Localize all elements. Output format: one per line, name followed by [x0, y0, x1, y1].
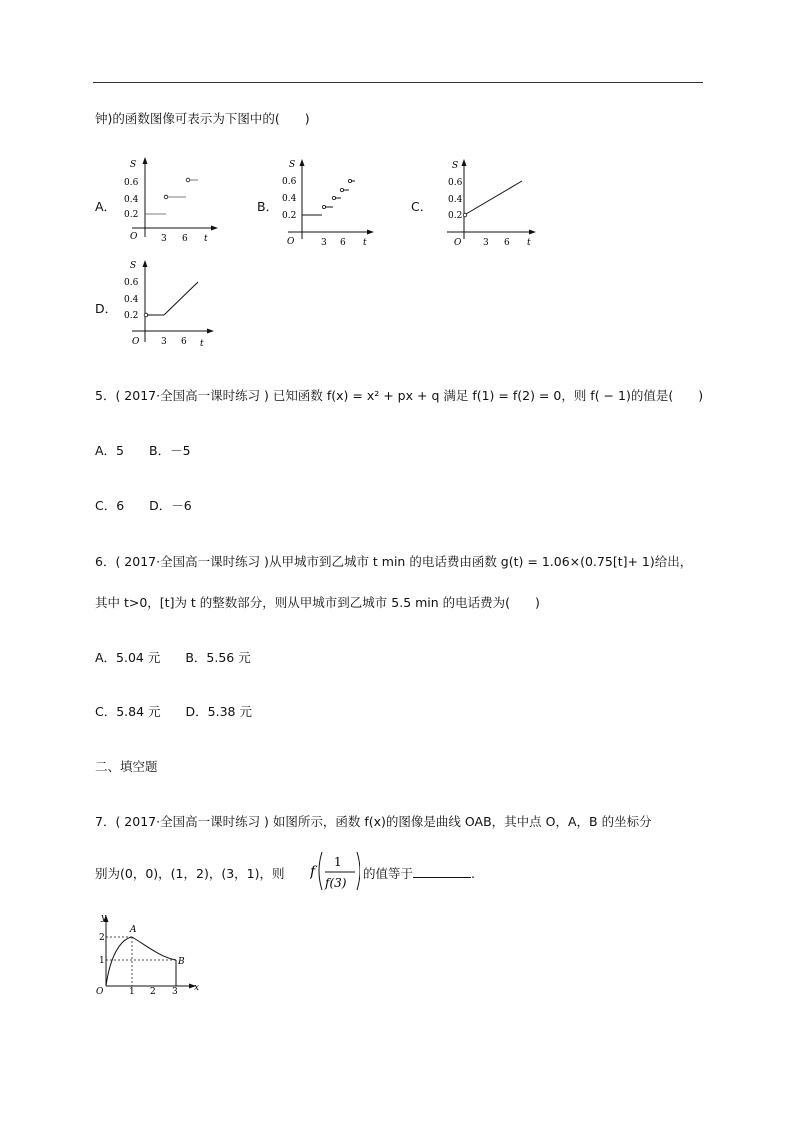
axis-label-x: x: [194, 983, 200, 993]
option-b-label: B．: [257, 199, 279, 214]
graph-option-b: [280, 157, 380, 249]
axis-label-t: t: [204, 234, 208, 244]
svg-text:t: t: [363, 238, 367, 248]
origin-label: O: [130, 232, 138, 242]
origin-o: O: [96, 987, 104, 994]
x-tick-6: 6: [182, 234, 188, 244]
svg-text:6: 6: [504, 238, 510, 248]
svg-text:0.2: 0.2: [282, 211, 297, 221]
svg-text:0.6: 0.6: [282, 177, 297, 187]
x-tick-1: 1: [129, 987, 135, 994]
option-a-label: A．: [95, 199, 117, 214]
question-7-line2-suffix: 的值等于 .: [363, 866, 475, 881]
svg-text:t: t: [527, 238, 531, 248]
svg-text:0.2: 0.2: [448, 211, 463, 221]
fraction-expression: [310, 846, 360, 896]
graph-option-d: [118, 258, 218, 350]
svg-text:0.4: 0.4: [448, 195, 463, 205]
frac-numerator: 1: [334, 855, 342, 869]
svg-text:S: S: [130, 261, 137, 271]
question-6-options-row2: C．5.84 元 D．5.38 元: [95, 704, 252, 719]
y-tick-06: 0.6: [124, 178, 139, 188]
x-tick-2: 2: [150, 987, 156, 994]
svg-text:6: 6: [340, 238, 346, 248]
question-stem-tail: 钟)的函数图像可表示为下图中的( ): [95, 111, 310, 126]
point-b-label: B: [178, 957, 185, 967]
question-5-options-row2: C．6 D．－6: [95, 498, 192, 513]
graph-q7-curve-oab: [92, 912, 204, 994]
header-rule: [93, 82, 703, 83]
svg-text:3: 3: [321, 238, 327, 248]
svg-text:O: O: [132, 337, 140, 347]
svg-text:O: O: [287, 237, 295, 247]
svg-text:6: 6: [181, 337, 187, 347]
section-title-fill-in: 二、填空题: [95, 759, 158, 774]
axis-label-y: y: [101, 913, 107, 923]
question-7-line2-prefix: 别为(0，0)，(1，2)，(3，1)，则: [95, 866, 285, 881]
y-tick-02: 0.2: [124, 210, 139, 220]
option-d-label: D．: [95, 301, 118, 316]
y-tick-2: 2: [99, 933, 105, 943]
axis-label-s: S: [130, 160, 137, 170]
option-c-label: C．: [411, 199, 433, 214]
x-tick-3: 3: [172, 987, 178, 994]
point-a-label: A: [130, 925, 137, 935]
svg-text:t: t: [200, 339, 204, 349]
svg-text:3: 3: [161, 337, 167, 347]
graph-option-c: [442, 157, 542, 249]
answer-blank[interactable]: [413, 865, 471, 878]
question-5-options-row1: A．5 B．－5: [95, 443, 191, 458]
x-tick-3: 3: [161, 234, 167, 244]
question-6-line1: 6．( 2017·全国高一课时练习 )从甲城市到乙城市 t min 的电话费由函数 g(t) = 1.06×(0.75[t]+ 1)给出，: [95, 554, 693, 569]
svg-text:0.6: 0.6: [448, 178, 463, 188]
question-5-text: 5．( 2017·全国高一课时练习 ) 已知函数 f(x) = x² + px + q 满足 f(1) = f(2) = 0，则 f( − 1)的值是( ): [95, 388, 704, 403]
frac-f: f: [310, 864, 316, 880]
question-6-options-row1: A．5.04 元 B．5.56 元: [95, 650, 251, 665]
svg-text:0.4: 0.4: [282, 194, 297, 204]
frac-denominator: f(3): [325, 876, 347, 890]
svg-text:S: S: [289, 160, 296, 170]
question-7-line1: 7．( 2017·全国高一课时练习 ) 如图所示，函数 f(x)的图像是曲线 OAB，其中点 O，A，B 的坐标分: [95, 814, 652, 829]
svg-text:0.6: 0.6: [124, 278, 139, 288]
svg-text:O: O: [454, 238, 462, 248]
svg-text:S: S: [452, 161, 459, 171]
y-tick-04: 0.4: [124, 195, 139, 205]
graph-option-a: [118, 155, 218, 247]
svg-text:0.4: 0.4: [124, 295, 139, 305]
question-7-value-text: 的值等于: [363, 866, 414, 881]
question-6-line2: 其中 t>0，[t]为 t 的整数部分，则从甲城市到乙城市 5.5 min 的电话费为( ): [95, 595, 540, 610]
y-tick-1: 1: [99, 956, 105, 966]
svg-text:0.2: 0.2: [124, 311, 139, 321]
svg-text:3: 3: [483, 238, 489, 248]
